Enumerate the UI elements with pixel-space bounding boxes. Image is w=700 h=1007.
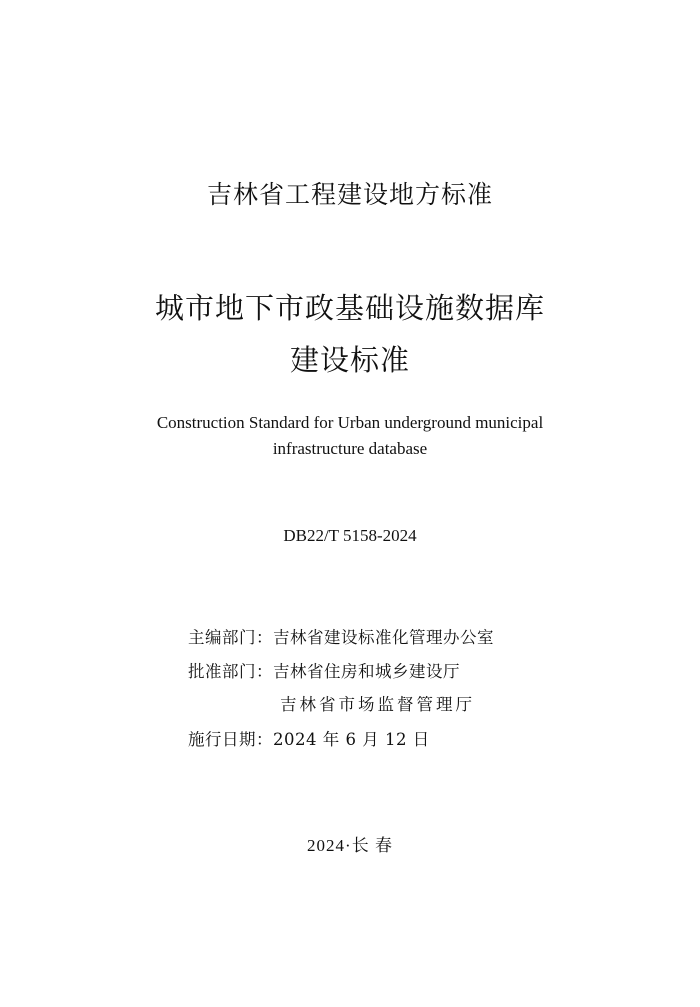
approval-department-second: 吉林省市场监督管理厅 <box>280 695 475 714</box>
english-title-line-1: Construction Standard for Urban underground municipal <box>156 413 544 432</box>
publication-place-year: 2024·长 春 <box>307 836 393 855</box>
implementation-date: 施行日期：2024 年 6 月 12 日 <box>188 730 430 749</box>
approval-department: 批准部门：吉林省住房和城乡建设厅 <box>188 662 460 681</box>
english-title-line-2: infrastructure database <box>272 439 428 458</box>
document-title-line-1: 城市地下市政基础设施数据库 <box>154 291 545 325</box>
chief-editor-department: 主编部门：吉林省建设标准化管理办公室 <box>188 628 494 647</box>
document-title-line-2: 建设标准 <box>289 343 410 377</box>
series-title: 吉林省工程建设地方标准 <box>206 180 493 209</box>
standard-code: DB22/T 5158-2024 <box>283 526 417 545</box>
